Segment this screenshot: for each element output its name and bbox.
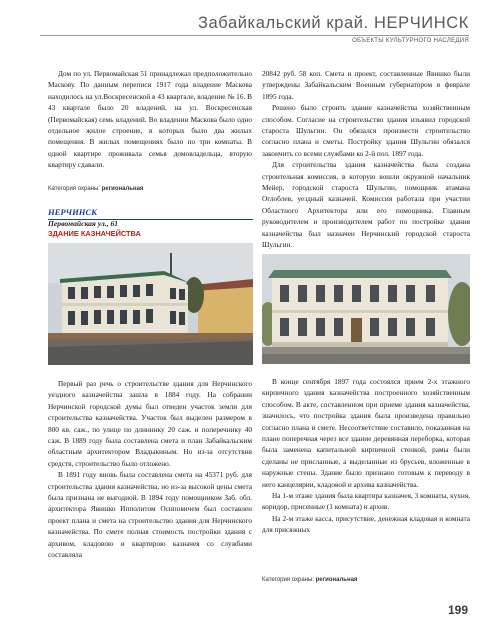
paragraph: В конце сентября 1897 года состоялся прием 2-х этажного кирпичного здания казначейства построенного хозяйственным способом. В акте, составленном при приеме здания казначейства, значилось, что постройка здания была произведена правильно согласно плана и смете. Несоответствие составило, показанная на плане поперечная через все здание деревянная переборка, которая была заменена капитальной кирпичной стенкой, рамы были сделаны не присланные, а выделанные из брусьев, вложенные в наружные стены. Здание было признано готовым к переводу в него канцелярии, кладовой и архива казначейства. (262, 377, 470, 489)
category-label: Категория охраны: (262, 577, 314, 583)
page-number: 199 (447, 603, 468, 617)
photo-left-street-view (48, 243, 253, 365)
object-town: НЕРЧИНСК (48, 207, 253, 220)
paragraph: На 1-м этаже здания была квартира казначея, 3 комнаты, кухня, коридор, присенные (1 комната) и архив. (262, 491, 470, 512)
photo-left-image (48, 243, 253, 365)
photo-right-image (262, 254, 470, 364)
category-label: Категория охраны: (48, 186, 100, 192)
object-address: Первомайская ул., 61 (48, 219, 119, 228)
photo-right-facade (262, 254, 470, 364)
running-header-subtitle: ОБЪЕКТЫ КУЛЬТУРНОГО НАСЛЕДИЯ (352, 38, 469, 44)
running-header-title: Забайкальский край. НЕРЧИНСК (197, 14, 469, 32)
category-protection-right (262, 577, 357, 583)
paragraph: Дом по ул. Первомайская 51 принадлежал предположительно Маскову. По данным переписи 1917 года владение Маскова находилось на ул.Воскресенской в 43 квартале, владение № 16. В 43 квартале было 20 владений, на ул. Воскресенская (Первомайская) семь владений. Во владении Маскова было одно отдельное жилое строение, в которых было два жилых помещения. В жилых помещениях было по три комнаты. В одной квартире проживала семья домовладельца, вторую квартиру сдавали. (48, 69, 252, 170)
paragraph: На 2-м этаже касса, присутствие, денежная кладовая и комната для присяжных (262, 513, 470, 535)
left-top-text (48, 68, 252, 171)
right-bottom-text (262, 376, 470, 536)
right-top-text (262, 68, 470, 251)
header-rule (40, 35, 469, 36)
left-bottom-text (48, 378, 252, 561)
paragraph: 20842 руб. 58 коп. Смета и проект, составленные Явишко были утверждены Забайкальским Военным губернатором в феврале 1895 года. (262, 69, 470, 101)
object-name: ЗДАНИЕ КАЗНАЧЕЙСТВА (48, 229, 141, 238)
paragraph: Решено было строить здание казначейства хозяйственным способом. Согласие на строительство здания изъявил городской староста Шульгин. Он обязался произвести строительство согласно плана и сметы. Постройку здания Шульгин обязался закончить со всеми службами ко 2-й пол. 1897 года. (262, 103, 470, 158)
category-value: региональная (101, 186, 144, 192)
paragraph: Для строительства здания казначейства была создана строительная комиссия, в которую вошли окружной начальник Мейер, городской староста Шульгин, помощник атамана Оглоблев, уездный казначей. Комиссия работала при участии Областного Архитектора или его помощника. Главным руководителем и производителем работ по постройке здания казначейства был назначен Нерчинский городской староста Шульгин. (262, 160, 470, 250)
paragraph: В 1891 году вновь была составлена смета на 45371 руб. для строительства здания казначейства, но из-за высокой цены смета была признана не выгодной. В 1894 году помощником Заб. обл. архитектора Явишко Ипполитом Осиповичем был составлен проект плана и смета на строительство здания для Нерчинского казначейства. По смете полная стоимость постройки здания с архивом, кладовою и квартирою казначея со службами составляла (48, 470, 252, 560)
category-protection-left (48, 186, 143, 192)
paragraph: Первый раз речь о строительстве здания для Нерчинского уездного казначейства зашла в 1884 году. На собрании Нерчинской городской думы был отведен участок земли для строительства казначейства. Участок был выделен размером в 800 кв. саж., по улице по длиннику 20 саж. и поперечнику 40 саж. В 1889 году была составлена смета и план Забайкальским областным архитектором Владыкиным. Но из-за отсутствия средств, строительство было отложено. (48, 379, 252, 468)
category-value: региональная (315, 577, 358, 583)
